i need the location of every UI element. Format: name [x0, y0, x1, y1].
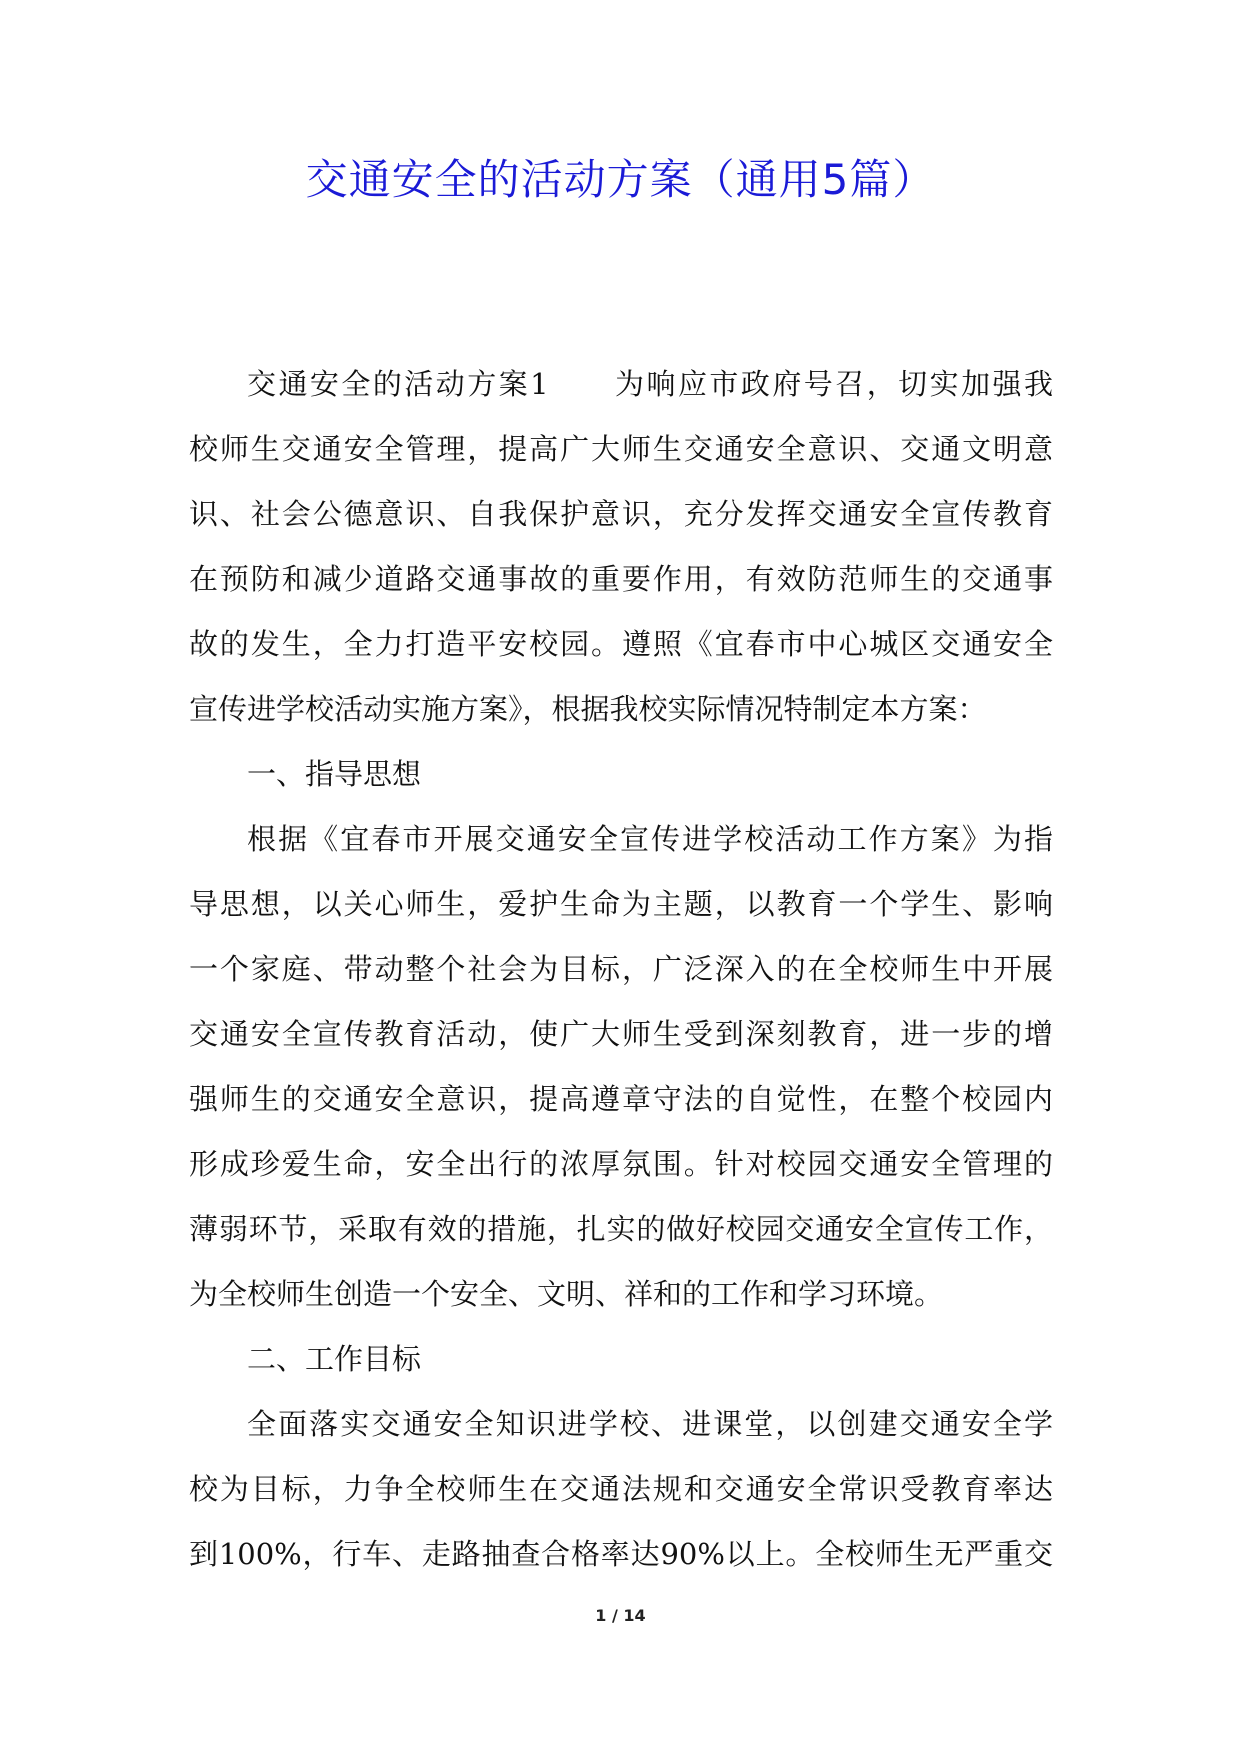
text-line: 故的发生，全力打造平安校园。遵照《宜春市中心城区交通安全 — [189, 627, 1053, 661]
text-line: 一个家庭、带动整个社会为目标，广泛深入的在全校师生中开展 — [189, 952, 1053, 986]
text-line: 强师生的交通安全意识，提高遵章守法的自觉性，在整个校园内 — [189, 1082, 1053, 1116]
text-line-part: 为响应市政府号召，切实加强我 — [612, 367, 1053, 401]
section-heading: 一、指导思想 — [247, 757, 422, 791]
text-line: 在预防和减少道路交通事故的重要作用，有效防范师生的交通事 — [189, 562, 1053, 596]
text-line: 宣传进学校活动实施方案》，根据我校实际情况特制定本方案： — [189, 692, 987, 726]
text-line: 导思想，以关心师生，爱护生命为主题，以教育一个学生、影响 — [189, 887, 1053, 921]
document-body — [189, 352, 1053, 1587]
section-heading: 二、工作目标 — [247, 1342, 422, 1376]
text-line: 到100%，行车、走路抽查合格率达90%以上。全校师生无严重交 — [189, 1537, 1053, 1571]
text-line: 形成珍爱生命，安全出行的浓厚氛围。针对校园交通安全管理的 — [189, 1147, 1053, 1181]
text-line: 交通安全宣传教育活动，使广大师生受到深刻教育，进一步的增 — [189, 1017, 1053, 1051]
text-line: 根据《宜春市开展交通安全宣传进学校活动工作方案》为指 — [247, 822, 1053, 856]
text-line-part: 交通安全的活动方案1 — [247, 367, 549, 401]
page-number: 1 / 14 — [595, 1606, 646, 1625]
text-line: 薄弱环节，采取有效的措施，扎实的做好校园交通安全宣传工作， — [189, 1212, 1053, 1246]
text-line: 全面落实交通安全知识进学校、进课堂，以创建交通安全学 — [247, 1407, 1053, 1441]
text-line: 为全校师生创造一个安全、文明、祥和的工作和学习环境。 — [189, 1277, 944, 1311]
document-title: 交通安全的活动方案（通用5篇） — [305, 155, 936, 204]
text-line: 校师生交通安全管理，提高广大师生交通安全意识、交通文明意 — [189, 432, 1053, 466]
text-line: 校为目标，力争全校师生在交通法规和交通安全常识受教育率达 — [189, 1472, 1053, 1506]
text-line: 识、社会公德意识、自我保护意识，充分发挥交通安全宣传教育 — [189, 497, 1053, 531]
text-line — [189, 352, 1053, 417]
